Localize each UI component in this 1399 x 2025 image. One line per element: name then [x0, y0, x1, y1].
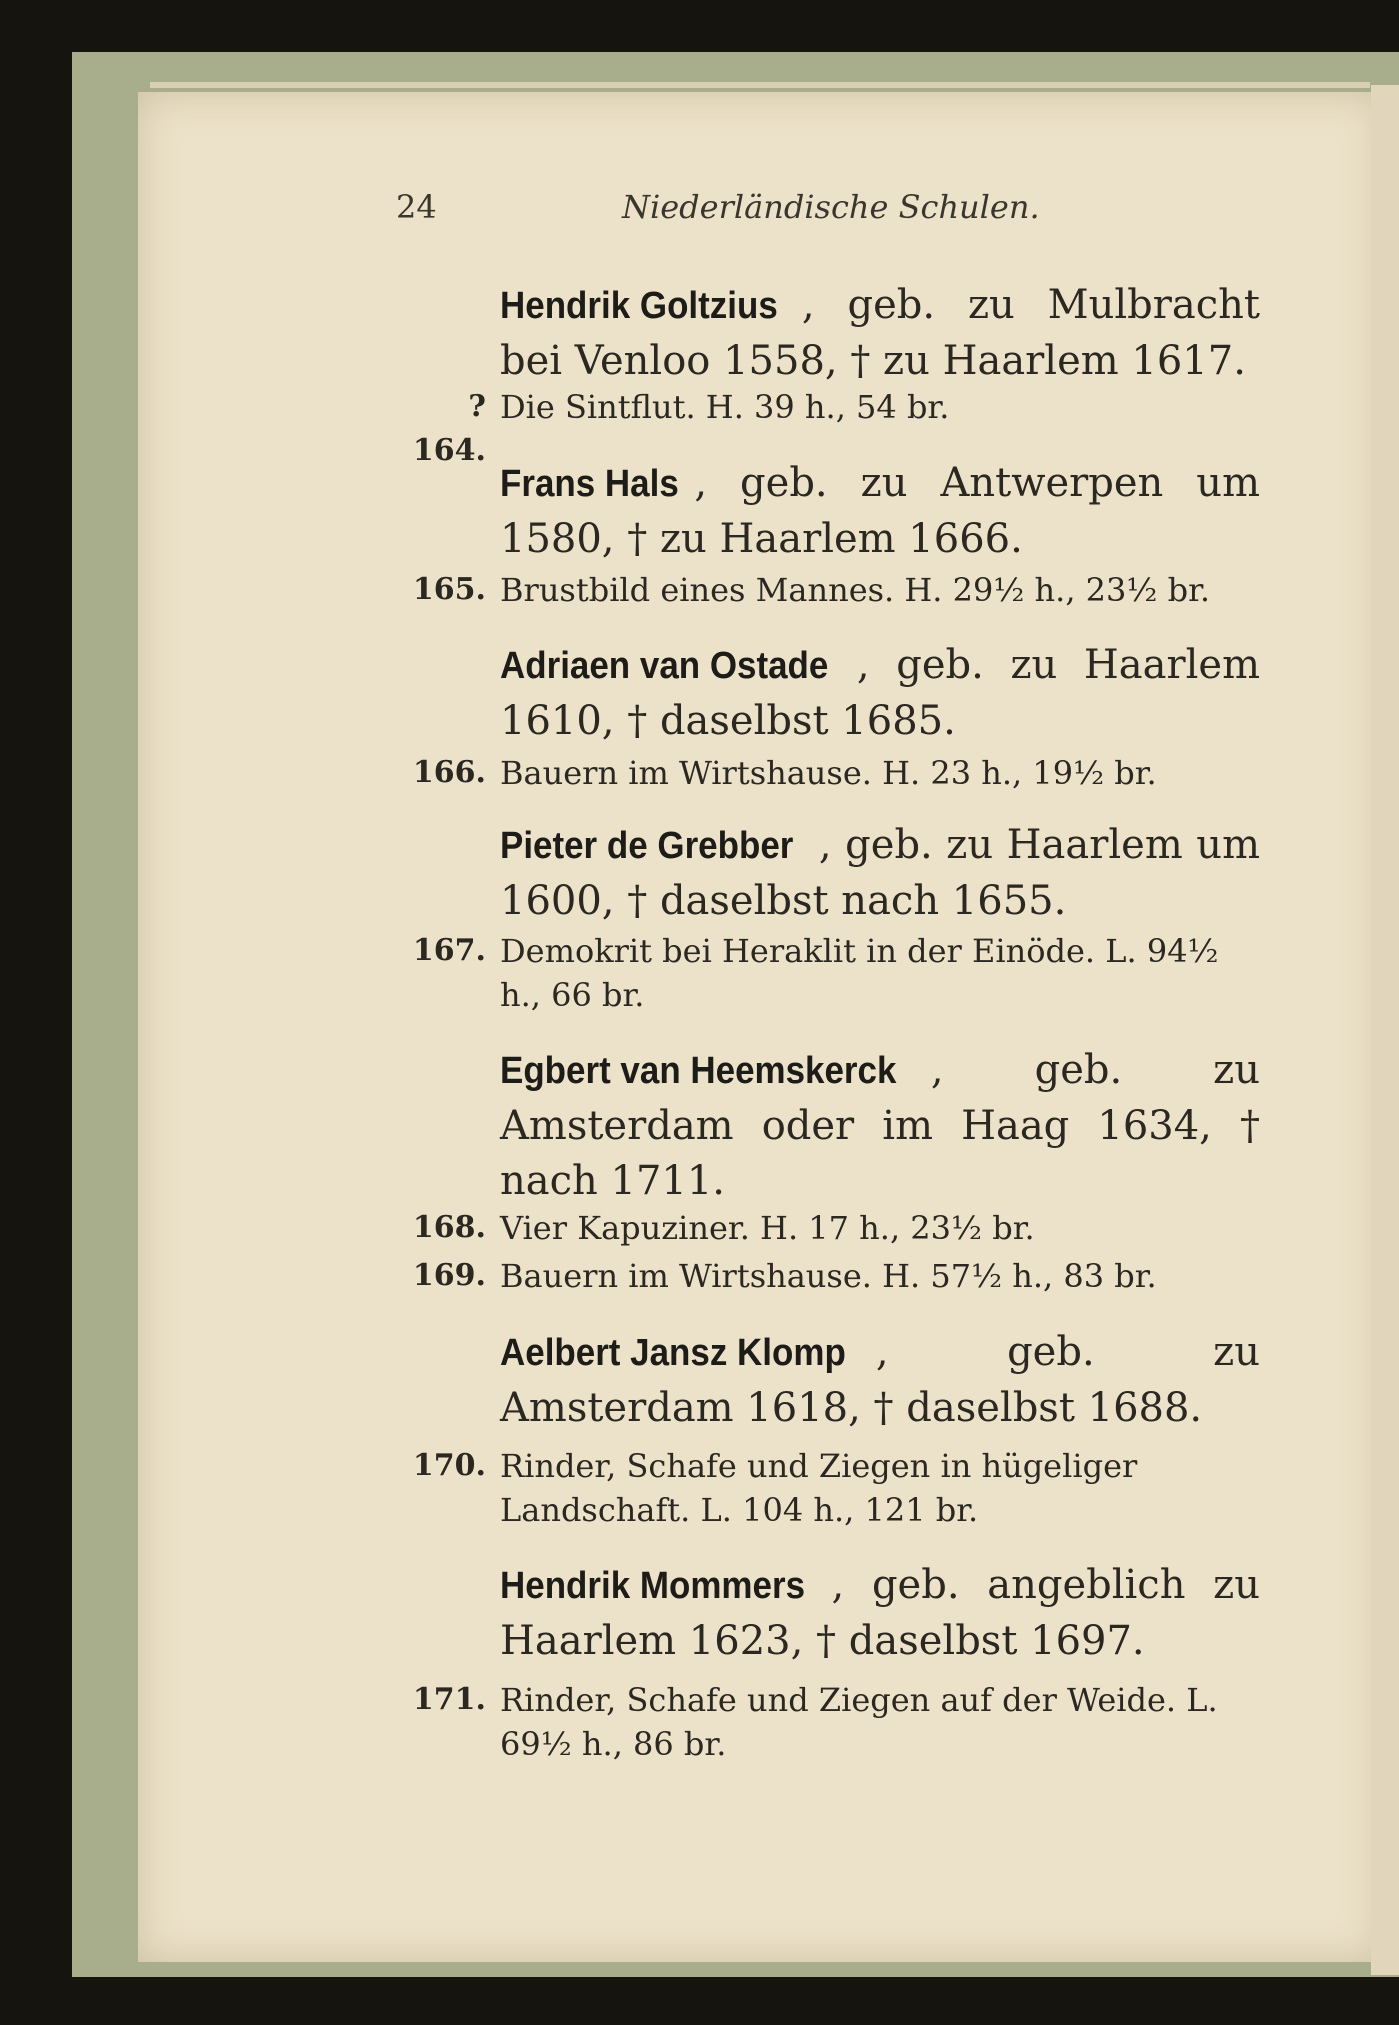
artist-name: Frans Hals — [500, 463, 679, 505]
artist-name: Pieter de Grebber — [500, 825, 794, 867]
work-number: ? 164. — [412, 389, 486, 468]
page-number: 24 — [396, 188, 437, 226]
artist-entry — [500, 1325, 1260, 1436]
artist-bio: , geb. zu Antwerpen um 1580, † zu Haarlem 1666. — [500, 460, 1260, 562]
artist-name: Adriaen van Ostade — [500, 645, 829, 687]
work-number: 170. — [412, 1448, 486, 1483]
work-number: 168. — [412, 1210, 486, 1245]
work-number: 166. — [412, 755, 486, 790]
work-entry — [500, 385, 1260, 429]
page-edge — [150, 82, 1370, 88]
running-title: Niederländische Schulen. — [622, 188, 1040, 226]
work-entry — [500, 751, 1260, 795]
work-text: Demokrit bei Heraklit in der Einöde. L. 94½ h., 66 br. — [500, 932, 1219, 1014]
artist-entry — [500, 638, 1260, 749]
artist-bio: , geb. angeblich zu Haarlem 1623, † daselbst 1697. — [500, 1562, 1260, 1664]
work-text: Rinder, Schafe und Ziegen auf der Weide. L. 69½ h., 86 br. — [500, 1681, 1218, 1763]
artist-entry — [500, 818, 1260, 929]
work-number: 169. — [412, 1258, 486, 1293]
work-text: Bauern im Wirtshause. H. 23 h., 19½ br. — [500, 754, 1157, 792]
artist-entry — [500, 1043, 1260, 1209]
work-entry — [500, 1206, 1260, 1250]
work-text: Rinder, Schafe und Ziegen in hügeliger Landschaft. L. 104 h., 121 br. — [500, 1447, 1138, 1529]
artist-name: Hendrik Goltzius — [500, 285, 778, 327]
artist-entry — [500, 278, 1260, 389]
artist-entry — [500, 456, 1260, 567]
page-edge-right — [1371, 85, 1399, 1975]
work-entry — [500, 1444, 1260, 1532]
artist-bio: , geb. zu Haarlem 1610, † daselbst 1685. — [500, 642, 1260, 744]
work-number: 165. — [412, 572, 486, 607]
work-text: Vier Kapuziner. H. 17 h., 23½ br. — [500, 1209, 1035, 1247]
artist-name: Hendrik Mommers — [500, 1565, 806, 1607]
work-text: Brustbild eines Mannes. H. 29½ h., 23½ br. — [500, 571, 1211, 609]
artist-bio: , geb. zu Amsterdam 1618, † daselbst 1688. — [500, 1329, 1260, 1431]
work-entry — [500, 1678, 1260, 1766]
artist-bio: , geb. zu Haarlem um 1600, † daselbst nach 1655. — [500, 822, 1260, 924]
artist-name: Aelbert Jansz Klomp — [500, 1332, 846, 1374]
artist-entry — [500, 1558, 1260, 1669]
work-entry — [500, 568, 1260, 612]
artist-bio: , geb. zu Mulbracht bei Venloo 1558, † zu Haarlem 1617. — [500, 282, 1260, 384]
artist-name: Egbert van Heemskerck — [500, 1050, 897, 1092]
work-number: 167. — [412, 933, 486, 968]
artist-bio: , geb. zu Amsterdam oder im Haag 1634, † nach 1711. — [500, 1047, 1260, 1204]
work-entry — [500, 929, 1260, 1017]
work-number: 171. — [412, 1682, 486, 1717]
work-text: Die Sintflut. H. 39 h., 54 br. — [500, 388, 950, 426]
work-text: Bauern im Wirtshause. H. 57½ h., 83 br. — [500, 1257, 1157, 1295]
work-entry — [500, 1254, 1260, 1298]
